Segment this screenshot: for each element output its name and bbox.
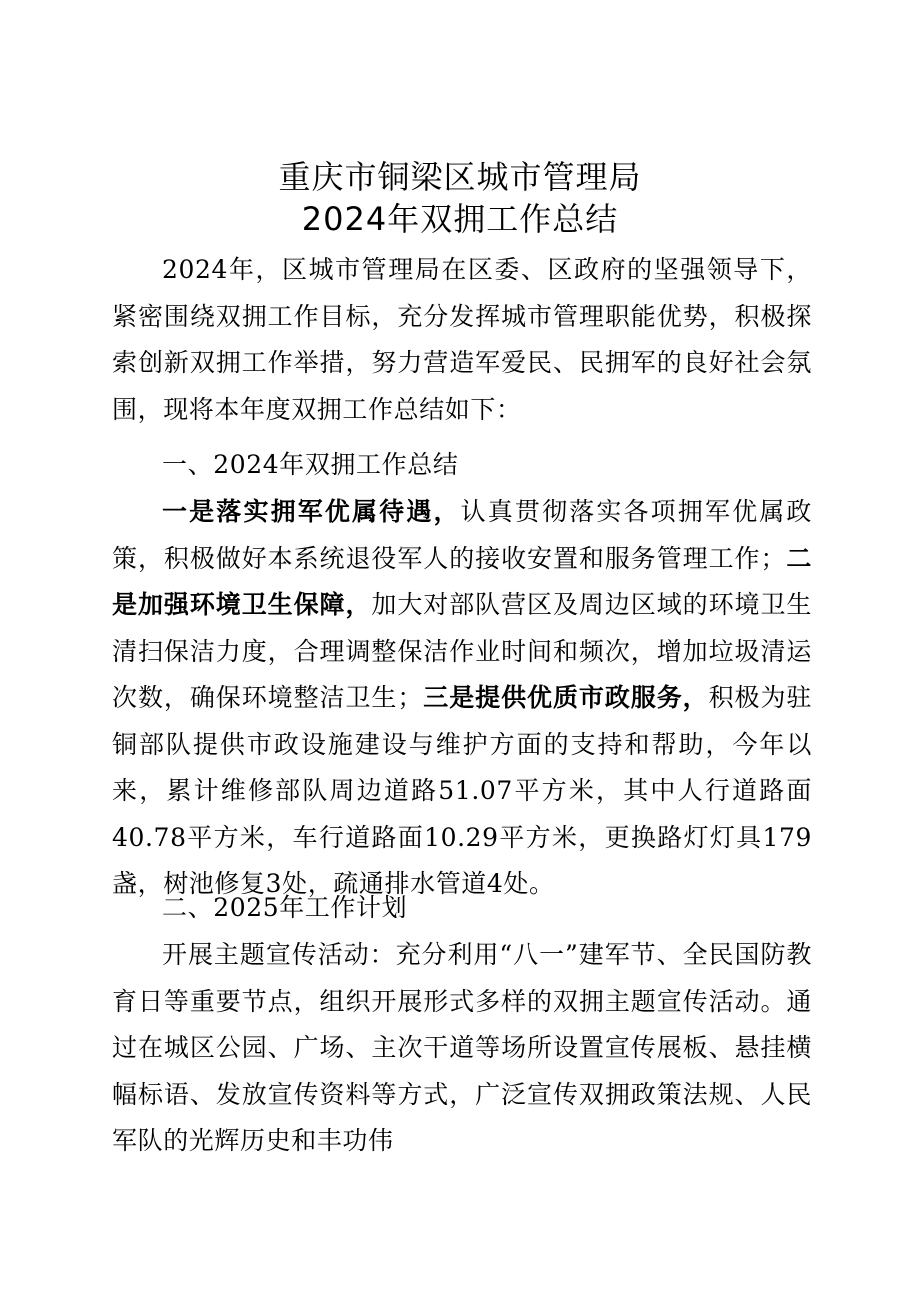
item1-text: 认真贯彻落实各项拥军优属政策，积极做好本系统退役军人的接收安置和服务管理工作； xyxy=(112,497,812,573)
item1-lead: 一是落实拥军优属待遇， xyxy=(162,497,461,526)
item3-lead: 三是提供优质市政服务， xyxy=(422,683,709,712)
section2-heading: 二、2025年工作计划 xyxy=(162,893,408,922)
item2-text: 加大对部队营区及周边区域的环境卫生清扫保洁力度，合理调整保洁作业时间和频次，增加垃圾清运次数，确保环境整洁卫生； xyxy=(112,590,812,712)
section1-paragraph xyxy=(112,489,812,908)
section1-heading: 一、2024年双拥工作总结 xyxy=(162,450,459,479)
item2-lead: 二是加强环境卫生保障， xyxy=(112,543,812,619)
intro-paragraph: 2024年，区城市管理局在区委、区政府的坚强领导下，紧密围绕双拥工作目标，充分发挥城市管理职能优势，积极探索创新双拥工作举措，努力营造军爱民、民拥军的良好社会氛围，现将本年度双拥工作总结如下： xyxy=(112,255,812,424)
section2-paragraph: 开展主题宣传活动：充分利用“八一”建军节、全民国防教育日等重要节点，组织开展形式多样的双拥主题宣传活动。通过在城区公园、广场、主次干道等场所设置宣传展板、悬挂横幅标语、发放宣传资料等方式，广泛宣传双拥政策法规、人民军队的光辉历史和丰功伟 xyxy=(112,940,812,1155)
document-title-line2: 2024年双拥工作总结 xyxy=(301,200,619,238)
document-title-line1: 重庆市铜梁区城市管理局 xyxy=(278,158,642,196)
item3-text: 积极为驻铜部队提供市政设施建设与维护方面的支持和帮助，今年以来，累计维修部队周边道路51.07平方米，其中人行道路面40.78平方米，车行道路面10.29平方米，更换路灯灯具179盏，树池修复3处，疏通排水管道4处。 xyxy=(112,683,812,898)
